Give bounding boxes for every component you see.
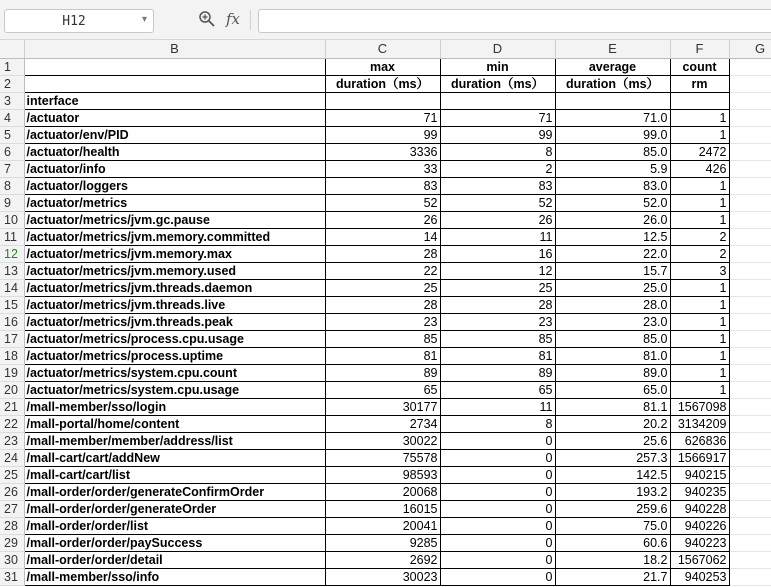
average-duration-cell[interactable]: 193.2	[555, 483, 670, 500]
header-cell-average[interactable]	[555, 92, 670, 109]
table-row	[0, 330, 771, 347]
min-duration-cell[interactable]: 11	[440, 228, 555, 245]
table-row	[0, 534, 771, 551]
empty-cell[interactable]	[729, 381, 771, 398]
max-duration-cell[interactable]: 9285	[325, 534, 440, 551]
header-row	[0, 75, 771, 92]
min-duration-cell[interactable]: 0	[440, 432, 555, 449]
count-cell[interactable]: 2	[670, 245, 729, 262]
interface-cell[interactable]: /mall-portal/home/content	[24, 415, 325, 432]
table-row	[0, 398, 771, 415]
average-duration-cell[interactable]: 99.0	[555, 126, 670, 143]
average-duration-cell[interactable]: 81.1	[555, 398, 670, 415]
header-cell-b[interactable]	[24, 58, 325, 75]
empty-cell[interactable]	[729, 330, 771, 347]
average-duration-cell[interactable]: 52.0	[555, 194, 670, 211]
average-duration-cell[interactable]: 25.6	[555, 432, 670, 449]
count-cell[interactable]: 1	[670, 330, 729, 347]
max-duration-cell[interactable]: 30023	[325, 568, 440, 585]
row-header[interactable]: 24	[0, 449, 24, 466]
max-duration-cell[interactable]: 89	[325, 364, 440, 381]
sheet-table	[0, 40, 771, 586]
empty-cell[interactable]	[729, 194, 771, 211]
table-row	[0, 466, 771, 483]
interface-cell[interactable]: /actuator/health	[24, 143, 325, 160]
row-header[interactable]: 6	[0, 143, 24, 160]
average-duration-cell[interactable]: 15.7	[555, 262, 670, 279]
row-header[interactable]: 28	[0, 517, 24, 534]
average-duration-cell[interactable]: 5.9	[555, 160, 670, 177]
table-row	[0, 432, 771, 449]
max-duration-cell[interactable]: 20041	[325, 517, 440, 534]
table-row	[0, 194, 771, 211]
formula-bar-divider	[250, 10, 251, 30]
column-header-c[interactable]: C	[325, 40, 440, 58]
min-duration-cell[interactable]: 85	[440, 330, 555, 347]
count-cell[interactable]: 940223	[670, 534, 729, 551]
count-cell[interactable]: 1	[670, 313, 729, 330]
count-cell[interactable]: 3134209	[670, 415, 729, 432]
interface-cell[interactable]: /mall-order/order/paySuccess	[24, 534, 325, 551]
empty-cell[interactable]	[729, 466, 771, 483]
count-cell[interactable]: 2	[670, 228, 729, 245]
table-row	[0, 160, 771, 177]
average-duration-cell[interactable]: 71.0	[555, 109, 670, 126]
empty-cell[interactable]	[729, 347, 771, 364]
column-header-d[interactable]: D	[440, 40, 555, 58]
interface-cell[interactable]: /actuator/metrics/jvm.threads.peak	[24, 313, 325, 330]
count-cell[interactable]: 1	[670, 279, 729, 296]
empty-cell[interactable]	[729, 432, 771, 449]
header-cell-count[interactable]	[670, 92, 729, 109]
empty-cell[interactable]	[729, 75, 771, 92]
average-duration-cell[interactable]: 89.0	[555, 364, 670, 381]
min-duration-cell[interactable]: 81	[440, 347, 555, 364]
interface-cell[interactable]: /actuator/metrics/jvm.memory.used	[24, 262, 325, 279]
min-duration-cell[interactable]: 99	[440, 126, 555, 143]
empty-cell[interactable]	[729, 143, 771, 160]
interface-cell[interactable]: /actuator/metrics	[24, 194, 325, 211]
row-header[interactable]: 31	[0, 568, 24, 585]
header-cell-max[interactable]: duration（ms）	[325, 75, 440, 92]
empty-cell[interactable]	[729, 313, 771, 330]
min-duration-cell[interactable]: 89	[440, 364, 555, 381]
min-duration-cell[interactable]: 0	[440, 483, 555, 500]
header-cell-b[interactable]: interface	[24, 92, 325, 109]
cell-reference: H12	[62, 14, 86, 29]
row-header[interactable]: 16	[0, 313, 24, 330]
interface-cell[interactable]: /actuator/metrics/system.cpu.usage	[24, 381, 325, 398]
count-cell[interactable]: 1	[670, 109, 729, 126]
max-duration-cell[interactable]: 75578	[325, 449, 440, 466]
table-row	[0, 313, 771, 330]
max-duration-cell[interactable]: 16015	[325, 500, 440, 517]
table-row	[0, 126, 771, 143]
interface-cell[interactable]: /mall-cart/cart/list	[24, 466, 325, 483]
interface-cell[interactable]: /actuator/metrics/jvm.memory.max	[24, 245, 325, 262]
row-header[interactable]: 3	[0, 92, 24, 109]
average-duration-cell[interactable]: 259.6	[555, 500, 670, 517]
column-header-g[interactable]: G	[729, 40, 771, 58]
average-duration-cell[interactable]: 23.0	[555, 313, 670, 330]
count-cell[interactable]: 1567062	[670, 551, 729, 568]
row-header[interactable]: 20	[0, 381, 24, 398]
max-duration-cell[interactable]: 2692	[325, 551, 440, 568]
empty-cell[interactable]	[729, 500, 771, 517]
empty-cell[interactable]	[729, 517, 771, 534]
empty-cell[interactable]	[729, 296, 771, 313]
row-header[interactable]: 25	[0, 466, 24, 483]
count-cell[interactable]: 940235	[670, 483, 729, 500]
row-header[interactable]: 19	[0, 364, 24, 381]
max-duration-cell[interactable]: 22	[325, 262, 440, 279]
interface-cell[interactable]: /actuator	[24, 109, 325, 126]
interface-cell[interactable]: /mall-member/sso/login	[24, 398, 325, 415]
table-row	[0, 500, 771, 517]
row-header[interactable]: 2	[0, 75, 24, 92]
average-duration-cell[interactable]: 85.0	[555, 143, 670, 160]
row-header[interactable]: 22	[0, 415, 24, 432]
min-duration-cell[interactable]: 8	[440, 415, 555, 432]
header-cell-b[interactable]	[24, 75, 325, 92]
max-duration-cell[interactable]: 83	[325, 177, 440, 194]
max-duration-cell[interactable]: 3336	[325, 143, 440, 160]
header-cell-count[interactable]: count	[670, 58, 729, 75]
empty-cell[interactable]	[729, 551, 771, 568]
formula-bar	[0, 0, 771, 40]
min-duration-cell[interactable]: 65	[440, 381, 555, 398]
empty-cell[interactable]	[729, 568, 771, 585]
max-duration-cell[interactable]: 14	[325, 228, 440, 245]
interface-cell[interactable]: /actuator/metrics/jvm.threads.daemon	[24, 279, 325, 296]
header-row	[0, 92, 771, 109]
empty-cell[interactable]	[729, 449, 771, 466]
average-duration-cell[interactable]: 18.2	[555, 551, 670, 568]
max-duration-cell[interactable]: 28	[325, 245, 440, 262]
interface-cell[interactable]: /mall-order/order/list	[24, 517, 325, 534]
column-header-b[interactable]: B	[24, 40, 325, 58]
max-duration-cell[interactable]: 52	[325, 194, 440, 211]
average-duration-cell[interactable]: 85.0	[555, 330, 670, 347]
table-row	[0, 381, 771, 398]
min-duration-cell[interactable]: 16	[440, 245, 555, 262]
empty-cell[interactable]	[729, 415, 771, 432]
average-duration-cell[interactable]: 83.0	[555, 177, 670, 194]
row-header[interactable]: 15	[0, 296, 24, 313]
empty-cell[interactable]	[729, 126, 771, 143]
count-cell[interactable]: 1	[670, 347, 729, 364]
min-duration-cell[interactable]: 0	[440, 568, 555, 585]
row-header[interactable]: 4	[0, 109, 24, 126]
max-duration-cell[interactable]: 98593	[325, 466, 440, 483]
min-duration-cell[interactable]: 23	[440, 313, 555, 330]
empty-cell[interactable]	[729, 364, 771, 381]
header-cell-average[interactable]: average	[555, 58, 670, 75]
max-duration-cell[interactable]: 26	[325, 211, 440, 228]
average-duration-cell[interactable]: 26.0	[555, 211, 670, 228]
interface-cell[interactable]: /actuator/metrics/system.cpu.count	[24, 364, 325, 381]
row-header[interactable]: 10	[0, 211, 24, 228]
count-cell[interactable]: 1	[670, 211, 729, 228]
table-row	[0, 228, 771, 245]
average-duration-cell[interactable]: 142.5	[555, 466, 670, 483]
table-row	[0, 143, 771, 160]
max-duration-cell[interactable]: 25	[325, 279, 440, 296]
max-duration-cell[interactable]: 65	[325, 381, 440, 398]
min-duration-cell[interactable]: 52	[440, 194, 555, 211]
spreadsheet-grid	[0, 40, 771, 587]
min-duration-cell[interactable]: 0	[440, 500, 555, 517]
min-duration-cell[interactable]: 26	[440, 211, 555, 228]
function-icon[interactable]: fx	[226, 10, 241, 28]
empty-cell[interactable]	[729, 279, 771, 296]
count-cell[interactable]: 2472	[670, 143, 729, 160]
row-header[interactable]: 14	[0, 279, 24, 296]
header-cell-average[interactable]: duration（ms）	[555, 75, 670, 92]
max-duration-cell[interactable]: 28	[325, 296, 440, 313]
interface-cell[interactable]: /mall-order/order/detail	[24, 551, 325, 568]
average-duration-cell[interactable]: 81.0	[555, 347, 670, 364]
count-cell[interactable]: 1567098	[670, 398, 729, 415]
column-header-row	[0, 40, 771, 58]
max-duration-cell[interactable]: 30022	[325, 432, 440, 449]
row-header[interactable]: 18	[0, 347, 24, 364]
count-cell[interactable]: 940228	[670, 500, 729, 517]
chevron-down-icon[interactable]: ▾	[141, 14, 147, 25]
sheet-body	[0, 58, 771, 585]
empty-cell[interactable]	[729, 245, 771, 262]
min-duration-cell[interactable]: 0	[440, 517, 555, 534]
table-row	[0, 568, 771, 585]
average-duration-cell[interactable]: 28.0	[555, 296, 670, 313]
interface-cell[interactable]: /mall-cart/cart/addNew	[24, 449, 325, 466]
row-header[interactable]: 11	[0, 228, 24, 245]
count-cell[interactable]: 626836	[670, 432, 729, 449]
table-row	[0, 262, 771, 279]
select-all-corner[interactable]	[0, 40, 24, 58]
average-duration-cell[interactable]: 60.6	[555, 534, 670, 551]
min-duration-cell[interactable]: 0	[440, 551, 555, 568]
row-header[interactable]: 8	[0, 177, 24, 194]
row-header[interactable]: 30	[0, 551, 24, 568]
count-cell[interactable]: 1	[670, 381, 729, 398]
header-cell-min[interactable]: min	[440, 58, 555, 75]
table-row	[0, 245, 771, 262]
empty-cell[interactable]	[729, 92, 771, 109]
table-row	[0, 551, 771, 568]
min-duration-cell[interactable]: 0	[440, 449, 555, 466]
empty-cell[interactable]	[729, 160, 771, 177]
row-header[interactable]: 27	[0, 500, 24, 517]
min-duration-cell[interactable]: 12	[440, 262, 555, 279]
count-cell[interactable]: 3	[670, 262, 729, 279]
header-cell-count[interactable]: rm	[670, 75, 729, 92]
count-cell[interactable]: 940253	[670, 568, 729, 585]
row-header[interactable]: 5	[0, 126, 24, 143]
table-row	[0, 415, 771, 432]
count-cell[interactable]: 1	[670, 177, 729, 194]
count-cell[interactable]: 940226	[670, 517, 729, 534]
max-duration-cell[interactable]: 23	[325, 313, 440, 330]
min-duration-cell[interactable]: 8	[440, 143, 555, 160]
max-duration-cell[interactable]: 99	[325, 126, 440, 143]
max-duration-cell[interactable]: 81	[325, 347, 440, 364]
empty-cell[interactable]	[729, 109, 771, 126]
average-duration-cell[interactable]: 25.0	[555, 279, 670, 296]
header-cell-max[interactable]	[325, 92, 440, 109]
interface-cell[interactable]: /actuator/info	[24, 160, 325, 177]
row-header[interactable]: 12	[0, 245, 24, 262]
empty-cell[interactable]	[729, 534, 771, 551]
min-duration-cell[interactable]: 83	[440, 177, 555, 194]
row-header[interactable]: 9	[0, 194, 24, 211]
max-duration-cell[interactable]: 20068	[325, 483, 440, 500]
max-duration-cell[interactable]: 85	[325, 330, 440, 347]
average-duration-cell[interactable]: 12.5	[555, 228, 670, 245]
interface-cell[interactable]: /actuator/metrics/jvm.threads.live	[24, 296, 325, 313]
row-header[interactable]: 26	[0, 483, 24, 500]
min-duration-cell[interactable]: 25	[440, 279, 555, 296]
max-duration-cell[interactable]: 30177	[325, 398, 440, 415]
table-row	[0, 449, 771, 466]
average-duration-cell[interactable]: 21.7	[555, 568, 670, 585]
header-cell-max[interactable]: max	[325, 58, 440, 75]
header-row	[0, 58, 771, 75]
table-row	[0, 517, 771, 534]
table-row	[0, 483, 771, 500]
table-row	[0, 109, 771, 126]
min-duration-cell[interactable]: 11	[440, 398, 555, 415]
name-box[interactable]	[4, 9, 154, 33]
interface-cell[interactable]: /actuator/metrics/process.cpu.usage	[24, 330, 325, 347]
table-row	[0, 347, 771, 364]
interface-cell[interactable]: /mall-order/order/generateConfirmOrder	[24, 483, 325, 500]
count-cell[interactable]: 1	[670, 194, 729, 211]
interface-cell[interactable]: /mall-member/member/address/list	[24, 432, 325, 449]
min-duration-cell[interactable]: 2	[440, 160, 555, 177]
count-cell[interactable]: 1	[670, 364, 729, 381]
row-header[interactable]: 21	[0, 398, 24, 415]
interface-cell[interactable]: /actuator/metrics/process.uptime	[24, 347, 325, 364]
count-cell[interactable]: 1	[670, 296, 729, 313]
average-duration-cell[interactable]: 65.0	[555, 381, 670, 398]
table-row	[0, 364, 771, 381]
row-header[interactable]: 17	[0, 330, 24, 347]
min-duration-cell[interactable]: 28	[440, 296, 555, 313]
interface-cell[interactable]: /mall-order/order/generateOrder	[24, 500, 325, 517]
max-duration-cell[interactable]: 33	[325, 160, 440, 177]
count-cell[interactable]: 426	[670, 160, 729, 177]
average-duration-cell[interactable]: 257.3	[555, 449, 670, 466]
empty-cell[interactable]	[729, 228, 771, 245]
row-header[interactable]: 23	[0, 432, 24, 449]
average-duration-cell[interactable]: 22.0	[555, 245, 670, 262]
column-header-e[interactable]: E	[555, 40, 670, 58]
interface-cell[interactable]: /actuator/metrics/jvm.gc.pause	[24, 211, 325, 228]
count-cell[interactable]: 1	[670, 126, 729, 143]
header-cell-min[interactable]	[440, 92, 555, 109]
count-cell[interactable]: 1566917	[670, 449, 729, 466]
row-header[interactable]: 7	[0, 160, 24, 177]
min-duration-cell[interactable]: 0	[440, 466, 555, 483]
zoom-icon[interactable]	[198, 10, 216, 30]
row-header[interactable]: 29	[0, 534, 24, 551]
empty-cell[interactable]	[729, 483, 771, 500]
interface-cell[interactable]: /actuator/env/PID	[24, 126, 325, 143]
interface-cell[interactable]: /mall-member/sso/info	[24, 568, 325, 585]
empty-cell[interactable]	[729, 177, 771, 194]
table-row	[0, 211, 771, 228]
count-cell[interactable]: 940215	[670, 466, 729, 483]
empty-cell[interactable]	[729, 398, 771, 415]
table-row	[0, 296, 771, 313]
interface-cell[interactable]: /actuator/metrics/jvm.memory.committed	[24, 228, 325, 245]
empty-cell[interactable]	[729, 58, 771, 75]
interface-cell[interactable]: /actuator/loggers	[24, 177, 325, 194]
average-duration-cell[interactable]: 20.2	[555, 415, 670, 432]
column-header-f[interactable]: F	[670, 40, 729, 58]
row-header[interactable]: 13	[0, 262, 24, 279]
formula-input[interactable]	[258, 9, 771, 33]
average-duration-cell[interactable]: 75.0	[555, 517, 670, 534]
table-row	[0, 279, 771, 296]
min-duration-cell[interactable]: 71	[440, 109, 555, 126]
row-header[interactable]: 1	[0, 58, 24, 75]
max-duration-cell[interactable]: 2734	[325, 415, 440, 432]
header-cell-min[interactable]: duration（ms）	[440, 75, 555, 92]
max-duration-cell[interactable]: 71	[325, 109, 440, 126]
empty-cell[interactable]	[729, 262, 771, 279]
table-row	[0, 177, 771, 194]
min-duration-cell[interactable]: 0	[440, 534, 555, 551]
empty-cell[interactable]	[729, 211, 771, 228]
